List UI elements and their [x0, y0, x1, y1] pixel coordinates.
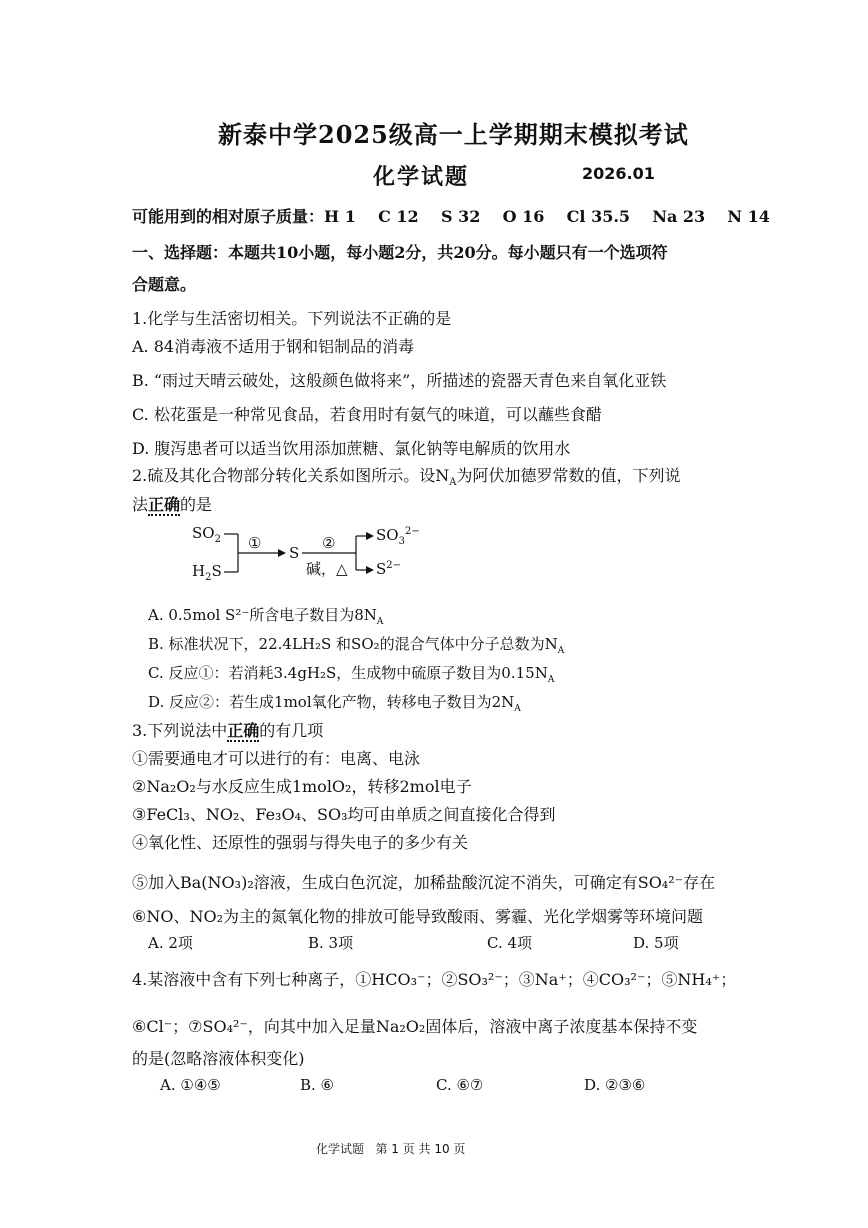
q3-option-d: D. 5项 [633, 934, 679, 952]
q4-stem-line3: 的是(忽略溶液体积变化) [132, 1049, 305, 1068]
q2-option-c: C. 反应①：若消耗3.4gH₂S，生成物中硫原子数目为$0.15N_A$ [148, 664, 555, 685]
q3-item-4: ④氧化性、还原性的强弱与得失电子的多少有关 [132, 833, 469, 852]
q2-stem-cont [132, 492, 212, 515]
sulfur-conversion-diagram [180, 522, 440, 584]
q3-stem: 3.下列说法中正确的有几项 [132, 721, 324, 740]
q3-option-a: A. 2项 [148, 934, 193, 952]
q1-option-d: D. 腹泻患者可以适当饮用添加蔗糖、氯化钠等电解质的饮用水 [132, 439, 571, 458]
q1-stem: 1.化学与生活密切相关。下列说法不正确的是 [132, 309, 452, 328]
diagram-step2: ② [322, 534, 336, 552]
q3-item-3: ③FeCl₃、NO₂、Fe₃O₄、SO₃均可由单质之间直接化合得到 [132, 805, 556, 824]
q2-stem-sub: A [449, 477, 457, 489]
q2-emphasis: 正确 [148, 495, 181, 514]
q4-option-b: B. ⑥ [300, 1076, 335, 1094]
q3-item-6: ⑥NO、NO₂为主的氮氧化物的排放可能导致酸雨、雾霾、光化学烟雾等环境问题 [132, 907, 703, 926]
diagram-so2: $SO_2$ [192, 524, 221, 545]
q3-emphasis: 正确 [227, 721, 260, 740]
exam-title: 新泰中学2025级高一上学期期末模拟考试 [218, 120, 689, 149]
q2-option-b: B. 标准状况下，22.4LH₂S 和SO₂的混合气体中分子总数为$N_A$ [148, 635, 565, 656]
q2-option-a: A. 0.5mol S²⁻所含电子数目为$8N_A$ [148, 606, 384, 627]
q1-option-b: B. “雨过天晴云破处，这般颜色做将来”，所描述的瓷器天青色来自氧化亚铁 [132, 371, 667, 390]
q4-stem-line1: 4.某溶液中含有下列七种离子，①HCO₃⁻；②SO₃²⁻；③Na⁺；④CO₃²⁻；⑤NH₄⁺； [132, 970, 737, 989]
q2-stem-tail: 为阿伏加德罗常数的值，下列说 [456, 466, 681, 485]
section1-heading-cont: 合题意。 [132, 275, 197, 294]
q2-stem2-pre: 法 [132, 495, 149, 514]
q1-option-c: C. 松花蛋是一种常见食品，若食用时有氨气的味道，可以蘸些食醋 [132, 405, 602, 424]
diagram-sulfur: S [289, 544, 300, 562]
diagram-step1: ① [248, 534, 262, 552]
diagram-h2s: $H_2S$ [192, 562, 222, 583]
q2-stem [132, 463, 681, 488]
q4-option-c: C. ⑥⑦ [436, 1076, 484, 1094]
q4-stem-line2: ⑥Cl⁻；⑦SO₄²⁻，向其中加入足量Na₂O₂固体后，溶液中离子浓度基本保持不变 [132, 1017, 698, 1036]
q1-option-a: A. 84消毒液不适用于钢和铝制品的消毒 [132, 337, 415, 356]
section1-heading: 一、选择题：本题共10小题，每小题2分，共20分。每小题只有一个选项符 [132, 243, 668, 262]
q3-option-c: C. 4项 [487, 934, 533, 952]
q3-item-2: ②Na₂O₂与水反应生成1molO₂，转移2mol电子 [132, 777, 472, 796]
atomic-masses: 可能用到的相对原子质量：H 1 C 12 S 32 O 16 Cl 35.5 Na 23 N 14 [132, 207, 770, 226]
exam-date: 2026.01 [582, 164, 655, 183]
q3-option-b: B. 3项 [308, 934, 354, 952]
diagram-condition: 碱，△ [306, 560, 348, 578]
q2-option-d: D. 反应②：若生成1mol氧化产物，转移电子数目为$2N_A$ [148, 693, 521, 714]
q2-stem-text: 2.硫及其化合物部分转化关系如图所示。设N [132, 466, 450, 485]
q2-stem2-post: 的是 [180, 495, 213, 514]
q4-option-d: D. ②③⑥ [584, 1076, 646, 1094]
q3-item-5: ⑤加入Ba(NO₃)₂溶液，生成白色沉淀，加稀盐酸沉淀不消失，可确定有SO₄²⁻存在 [132, 873, 716, 892]
page-footer: 化学试题 第 1 页 共 10 页 [316, 1142, 466, 1156]
diagram-sulfite: $SO_3^{2-}$ [376, 526, 420, 547]
q3-item-1: ①需要通电才可以进行的有：电离、电泳 [132, 749, 421, 768]
exam-subject: 化学试题 [373, 164, 470, 190]
diagram-sulfide: $S^{2-}$ [376, 560, 402, 578]
q4-option-a: A. ①④⑤ [160, 1076, 221, 1094]
